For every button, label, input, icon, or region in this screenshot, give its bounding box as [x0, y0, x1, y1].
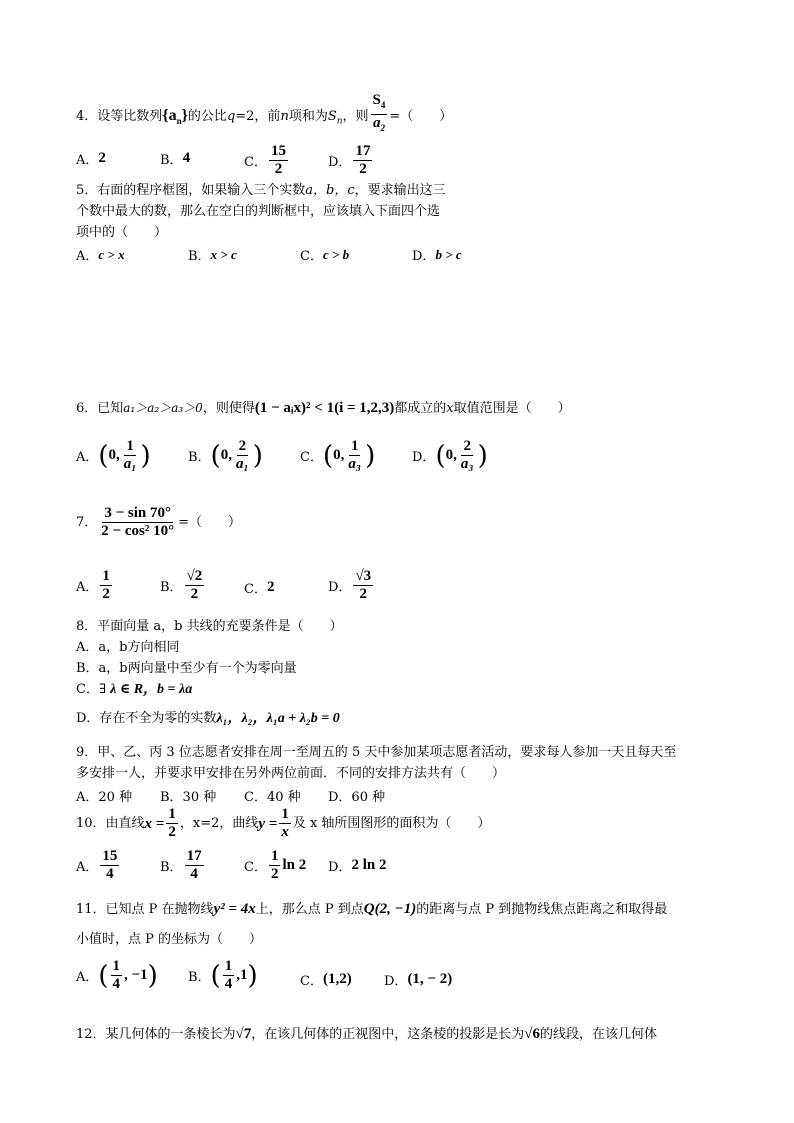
q5-option-a[interactable]: A． c > x [76, 246, 125, 264]
q9-option-c[interactable]: C．40 种 [244, 790, 301, 805]
q5-option-c[interactable]: C． c > b [300, 246, 350, 264]
q9-line1: 9．甲、乙、丙 3 位志愿者安排在周一至周五的 5 天中参加某项志愿者活动，要求每人参加一天且每天至 [76, 745, 677, 760]
q8-stem: 8．平面向量 a，b 共线的充要条件是（ ） [76, 619, 343, 634]
q4-option-b[interactable]: B． 4 [160, 150, 191, 168]
q10-stem: 10．由直线 x = $\frac{1}{2}$ ，x=2，曲线 y = $\frac{1}{x}$ 及 x 轴所围图形的面积为（ ） [76, 806, 491, 840]
q5-line2: 个数中最大的数，那么在空白的判断框中，应该填入下面四个选 [76, 204, 441, 219]
q7-option-a[interactable]: A． $\frac{1}{2}$ [76, 568, 110, 602]
q11-line1: 11．已知点 P 在抛物线y² = 4x上，那么点 P 到点Q(2, −1)的距离与点 P 到抛物线焦点距离之和取得最 [76, 901, 668, 917]
q9-option-d[interactable]: D．60 种 [328, 790, 386, 805]
q6-option-c[interactable]: C． ( 0, $\frac{1}{\text{a₃}}$ ) [300, 438, 376, 472]
q4-option-a[interactable]: A． 2 [76, 150, 106, 168]
q11-option-b[interactable]: B． ( $\frac{1}{4}$ ,1 ) [188, 958, 258, 992]
q8-option-a[interactable]: A．a，b方向相同 [76, 640, 180, 655]
q4-option-d[interactable]: D． $\frac{17}{2}$ [328, 143, 371, 177]
q11-option-a[interactable]: A． ( $\frac{1}{4}$ , −1 ) [76, 958, 158, 992]
q6-option-a[interactable]: A． ( 0, $\frac{1}{\text{a₁}}$ ) [76, 438, 151, 472]
q6-option-b[interactable]: B． ( 0, $\frac{2}{\text{a₁}}$ ) [188, 438, 263, 472]
q7-fraction: $\frac{3 - \sin 70^\circ}{\text{2 − cos² 10°}}$ [101, 505, 175, 539]
q5-line1: 5．右面的程序框图，如果输入三个实数a，b，c，要求输出这三 [76, 183, 446, 198]
q10-option-a[interactable]: A． $\frac{15}{4}$ [76, 848, 118, 882]
q8-option-d[interactable]: D．存在不全为零的实数λ₁，λ₂，λ₁a + λ₂b = 0 [76, 711, 340, 726]
q10-option-d[interactable]: D． 2 ln 2 [328, 857, 387, 875]
q12-stem: 12．某几何体的一条棱长为√7，在该几何体的正视图中，这条棱的投影是长为√6的线段，在该几何体 [76, 1026, 658, 1042]
q11-option-d[interactable]: D． (1, − 2) [384, 971, 453, 989]
q9-option-b[interactable]: B．30 种 [160, 790, 217, 805]
q4-stem: 4．设等比数列$\{a_n\}$的公比q=2，前n项和为$S_n$，则 $\frac{S_4}{a_2}$ =（ ） [76, 94, 452, 139]
q10-option-c[interactable]: C． $\frac{1}{2}$ ln 2 [244, 848, 307, 882]
q7-option-d[interactable]: D． $\frac{√3}{2}$ [328, 568, 372, 602]
q5-option-d[interactable]: D． b > c [412, 246, 462, 264]
q5-option-b[interactable]: B． x > c [188, 246, 237, 264]
q8-option-c[interactable]: C．∃ λ ∈ R，b = λa [76, 682, 193, 697]
q7-stem: 7． $\frac{3 - \sin 70^\circ}{\text{2 − cos² 10°}}$ =（ ） [76, 505, 241, 539]
q10-option-b[interactable]: B． $\frac{17}{4}$ [160, 848, 202, 882]
q4-fraction: $\frac{S_4}{a_2}$ [372, 92, 386, 133]
q11-line2: 小值时，点 P 的坐标为（ ） [76, 932, 263, 947]
q11-option-c[interactable]: C． (1,2) [300, 971, 352, 989]
q7-option-c[interactable]: C． 2 [244, 579, 275, 597]
q9-line2: 多安排一人，并要求甲安排在另外两位前面．不同的安排方法共有（ ） [76, 766, 506, 781]
q7-option-b[interactable]: B． $\frac{√2}{2}$ [160, 568, 203, 602]
q5-line3: 项中的（ ） [76, 225, 168, 240]
q4-option-c[interactable]: C． $\frac{15}{2}$ [244, 143, 286, 177]
q6-stem: 6．已知a₁＞a₂＞a₃＞0，则使得(1 − aᵢx)² < 1(i = 1,2,3)都成立的x取值范围是（ ） [76, 400, 571, 416]
q8-option-b[interactable]: B．a，b两向量中至少有一个为零向量 [76, 661, 297, 676]
q6-option-d[interactable]: D． ( 0, $\frac{2}{\text{a₃}}$ ) [412, 438, 488, 472]
q9-option-a[interactable]: A．20 种 [76, 790, 133, 805]
